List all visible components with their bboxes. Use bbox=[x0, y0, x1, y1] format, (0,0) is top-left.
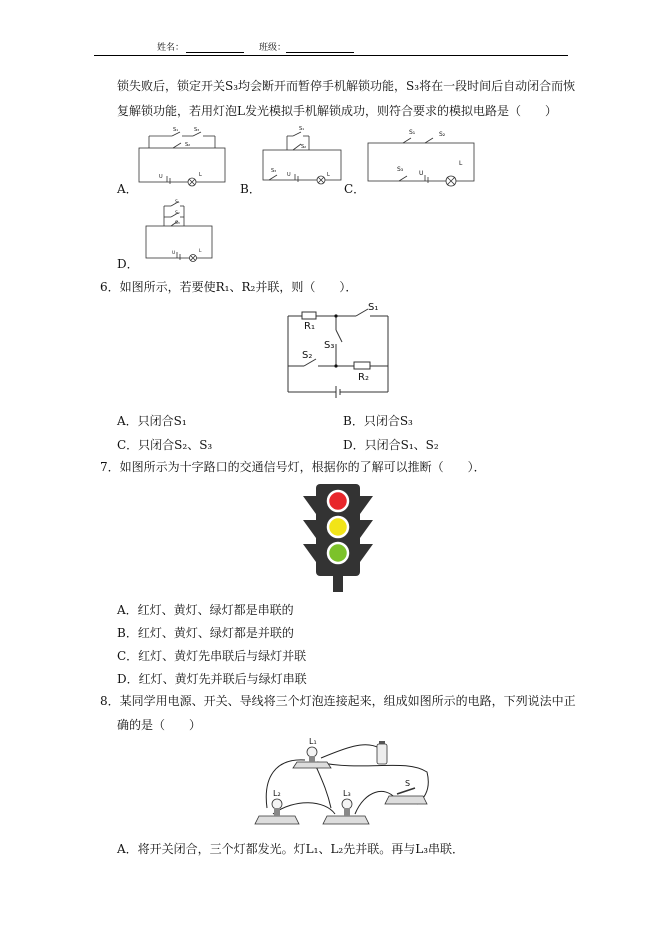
name-blank[interactable] bbox=[186, 52, 244, 53]
q5-option-d[interactable]: D． bbox=[117, 257, 139, 271]
q6-circuit bbox=[284, 300, 394, 398]
switch-s-icon bbox=[397, 788, 415, 794]
q6-s2-label: S₂ bbox=[302, 350, 313, 361]
green-light-icon bbox=[328, 543, 348, 563]
q5a-s3-label: S₃ bbox=[194, 127, 200, 133]
q5-line2: 复解锁功能，若用灯泡L发光模拟手机解锁成功，则符合要求的模拟电路是（ ） bbox=[117, 104, 557, 118]
bulb-l2-icon bbox=[272, 799, 282, 809]
q5d-u-label: U bbox=[172, 251, 176, 256]
q6-s3-label: S₃ bbox=[324, 340, 335, 351]
q5d-s3-label: S₃ bbox=[175, 221, 180, 226]
q5a-s2-label: S₂ bbox=[185, 142, 191, 148]
q5d-s1-label: S₁ bbox=[175, 200, 180, 205]
q6-option-c[interactable]: C．只闭合S₂、S₃ bbox=[117, 438, 213, 452]
q8-l2-label: L₂ bbox=[273, 789, 281, 798]
q5-circuit-c bbox=[365, 127, 477, 185]
q6-r1-label: R₁ bbox=[304, 321, 315, 332]
q8-line2: 确的是（ ） bbox=[117, 718, 202, 732]
q5c-u-label: U bbox=[419, 170, 424, 177]
q8-line1: 8．某同学用电源、开关、导线将三个灯泡连接起来，组成如图所示的电路，下列说法中正 bbox=[100, 694, 576, 708]
q5-circuit-b bbox=[259, 126, 345, 190]
q5b-s1-label: S₁ bbox=[299, 126, 305, 132]
q8-option-a[interactable]: A．将开关闭合，三个灯都发光。灯L₁、L₂先并联。再与L₃串联． bbox=[117, 842, 465, 856]
name-label: 姓名： bbox=[157, 43, 185, 53]
bulb-l1-icon bbox=[307, 747, 317, 757]
q6-stem: 6．如图所示，若要使R₁、R₂并联，则（ ）． bbox=[100, 280, 358, 294]
q5-circuit-d bbox=[144, 200, 216, 262]
q5d-l-label: L bbox=[199, 249, 202, 254]
q5-line1: 锁失败后，锁定开关S₃均会断开而暂停手机解锁功能，S₃将在一段时间后自动闭合而恢 bbox=[117, 79, 576, 93]
q5-circuit-a bbox=[137, 126, 227, 188]
q5-option-a[interactable]: A． bbox=[117, 182, 138, 196]
q6-option-a[interactable]: A．只闭合S₁ bbox=[117, 414, 187, 428]
q7-option-b[interactable]: B．红灯、黄灯、绿灯都是并联的 bbox=[117, 626, 294, 640]
q5c-s1-label: S₁ bbox=[409, 129, 416, 136]
header-rule bbox=[94, 55, 568, 56]
class-label: 班级： bbox=[259, 43, 287, 53]
q5c-l-label: L bbox=[459, 160, 463, 167]
q5b-u-label: U bbox=[287, 172, 291, 178]
q6-s1-label: S₁ bbox=[368, 302, 379, 313]
traffic-light-figure bbox=[303, 484, 373, 592]
q5a-s1-label: S₁ bbox=[173, 127, 179, 133]
bulb-l3-icon bbox=[342, 799, 352, 809]
q5b-l-label: L bbox=[327, 172, 330, 178]
q8-circuit-photo bbox=[255, 738, 435, 830]
q8-s-label: S bbox=[405, 779, 411, 788]
q7-option-d[interactable]: D．红灯、黄灯先并联后与绿灯串联 bbox=[117, 672, 307, 686]
q5-option-c[interactable]: C． bbox=[344, 182, 366, 196]
q5a-u-label: U bbox=[159, 174, 163, 180]
q7-stem: 7．如图所示为十字路口的交通信号灯，根据你的了解可以推断（ ）． bbox=[100, 460, 486, 474]
q6-option-b[interactable]: B．只闭合S₃ bbox=[343, 414, 413, 428]
q5c-s3-label: S₃ bbox=[397, 166, 404, 173]
red-light-icon bbox=[328, 491, 348, 511]
battery-icon bbox=[377, 744, 387, 764]
q8-l3-label: L₃ bbox=[343, 789, 351, 798]
q5-option-b[interactable]: B． bbox=[240, 182, 261, 196]
yellow-light-icon bbox=[328, 517, 348, 537]
q5a-l-label: L bbox=[199, 172, 202, 178]
q6-r2-label: R₂ bbox=[358, 372, 369, 383]
q5b-s3-label: S₃ bbox=[271, 168, 277, 174]
class-blank[interactable] bbox=[286, 52, 354, 53]
q5d-s2-label: S₂ bbox=[175, 211, 180, 216]
q7-option-c[interactable]: C．红灯、黄灯先串联后与绿灯并联 bbox=[117, 649, 307, 663]
q5c-s2-label: S₂ bbox=[439, 131, 446, 138]
q5b-s2-label: S₂ bbox=[301, 144, 307, 150]
q7-option-a[interactable]: A．红灯、黄灯、绿灯都是串联的 bbox=[117, 603, 294, 617]
q6-option-d[interactable]: D．只闭合S₁、S₂ bbox=[343, 438, 439, 452]
q8-l1-label: L₁ bbox=[309, 737, 317, 746]
